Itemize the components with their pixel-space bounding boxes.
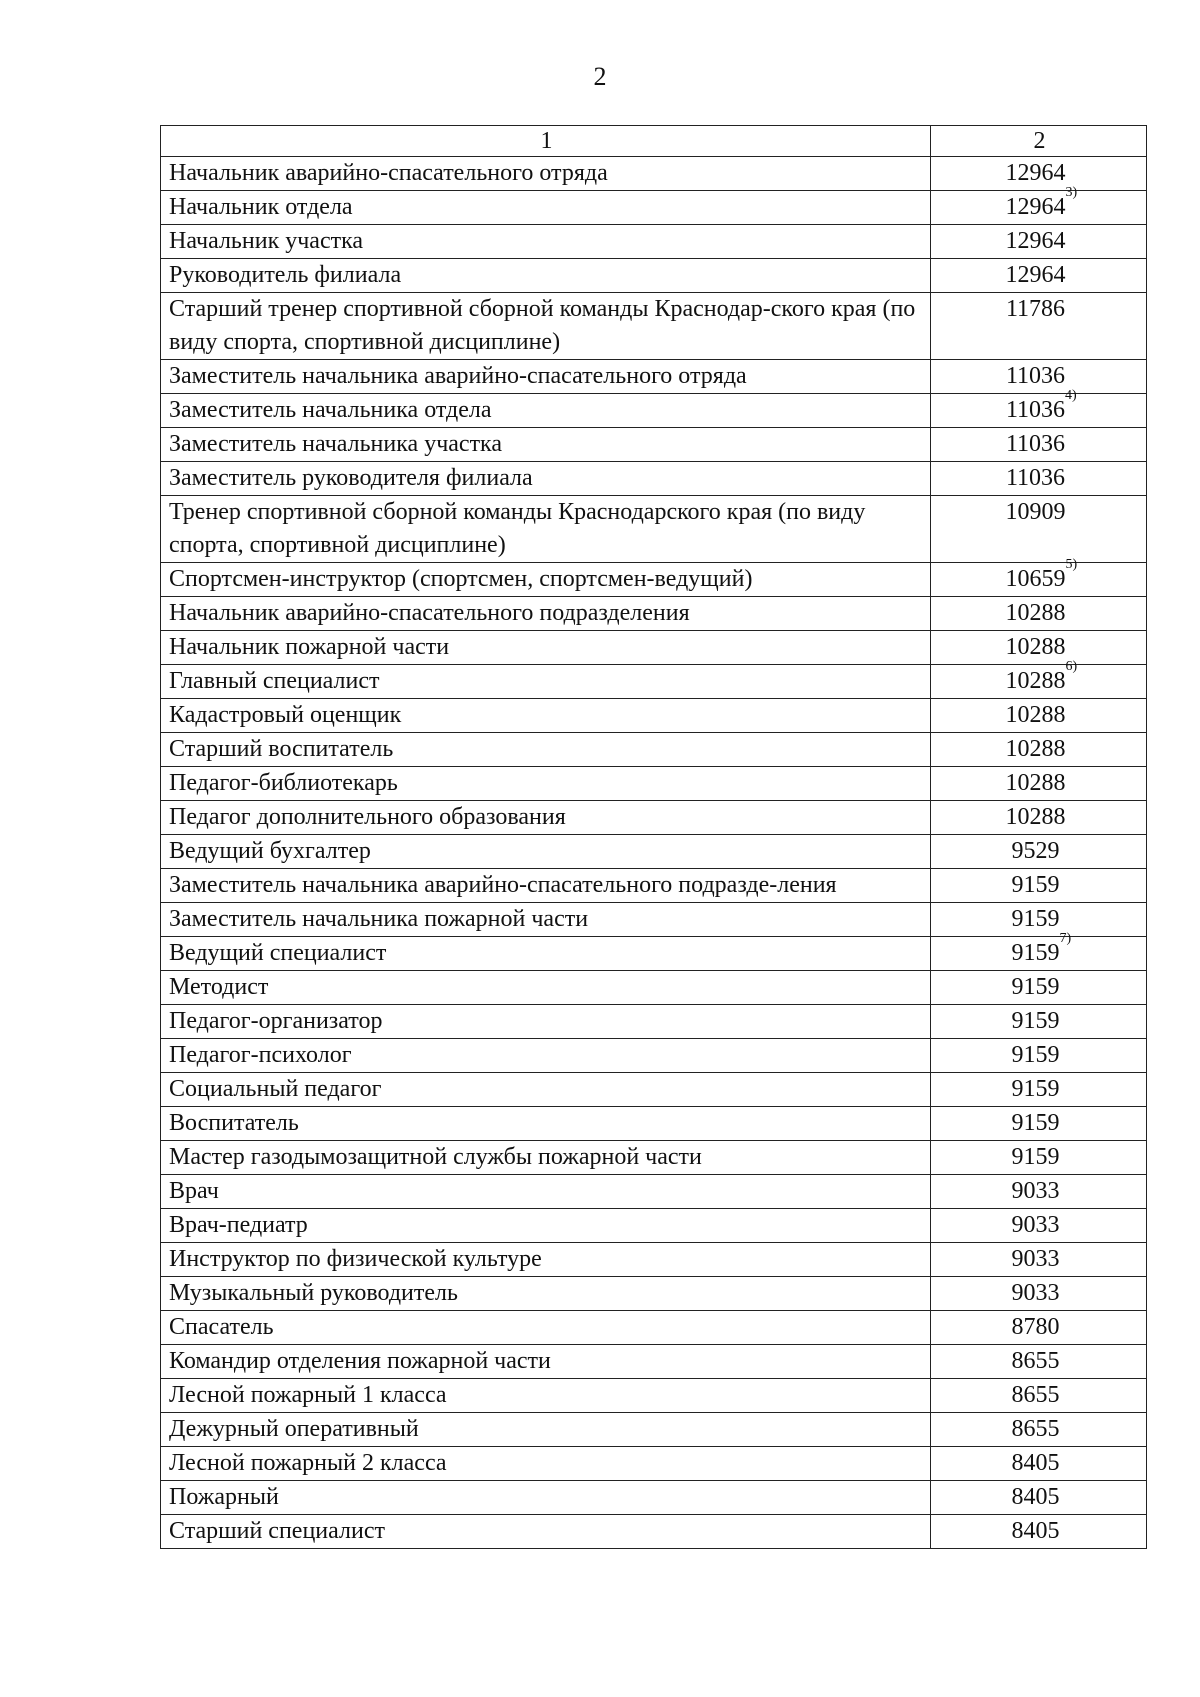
position-cell: Педагог-библиотекарь — [161, 767, 931, 801]
value-number: 12964 — [1005, 262, 1066, 288]
value-number: 12964 — [1005, 228, 1066, 254]
table-row — [161, 1243, 1147, 1277]
value-number: 10288 — [1005, 634, 1066, 660]
position-cell: Старший тренер спортивной сборной команды Краснодар-ского края (по виду спорта, спортивной дисциплине) — [161, 293, 931, 360]
table-row — [161, 225, 1147, 259]
table-row — [161, 869, 1147, 903]
position-cell: Тренер спортивной сборной команды Краснодарского края (по виду спорта, спортивной дисциплине) — [161, 496, 931, 563]
value-wrapper — [1012, 1141, 1060, 1174]
value-cell — [931, 1311, 1147, 1345]
value-cell — [931, 767, 1147, 801]
table-row — [161, 937, 1147, 971]
position-cell: Спортсмен-инструктор (спортсмен, спортсмен-ведущий) — [161, 563, 931, 597]
value-number: 12964 — [1005, 160, 1066, 186]
table-row — [161, 1107, 1147, 1141]
position-cell: Мастер газодымозащитной службы пожарной части — [161, 1141, 931, 1175]
value-wrapper — [1006, 293, 1065, 326]
position-cell: Командир отделения пожарной части — [161, 1345, 931, 1379]
footnote-marker: 3) — [1065, 185, 1078, 200]
value-number: 11036 — [1005, 465, 1066, 491]
value-cell — [931, 971, 1147, 1005]
value-number: 9159 — [1011, 906, 1060, 932]
position-cell: Главный специалист — [161, 665, 931, 699]
position-cell: Лесной пожарный 1 класса — [161, 1379, 931, 1413]
value-cell — [931, 1379, 1147, 1413]
position-cell: Врач-педиатр — [161, 1209, 931, 1243]
table-row — [161, 1039, 1147, 1073]
position-cell: Педагог-психолог — [161, 1039, 931, 1073]
table-row — [161, 835, 1147, 869]
table-row — [161, 1379, 1147, 1413]
value-number: 8655 — [1011, 1416, 1060, 1442]
value-number: 9159 — [1011, 974, 1060, 1000]
value-cell — [931, 1175, 1147, 1209]
value-number: 9033 — [1011, 1212, 1060, 1238]
table-row — [161, 971, 1147, 1005]
value-number: 10909 — [1005, 499, 1066, 525]
position-cell: Воспитатель — [161, 1107, 931, 1141]
value-number: 9033 — [1011, 1178, 1060, 1204]
position-cell: Начальник отдела — [161, 191, 931, 225]
value-number: 12964 — [1005, 194, 1066, 220]
position-cell: Кадастровый оценщик — [161, 699, 931, 733]
value-wrapper — [1006, 157, 1066, 190]
value-cell — [931, 801, 1147, 835]
value-wrapper — [1006, 428, 1065, 461]
table-row — [161, 1005, 1147, 1039]
value-wrapper — [1012, 1277, 1060, 1310]
position-cell: Ведущий специалист — [161, 937, 931, 971]
page-number: 2 — [593, 62, 607, 91]
position-cell: Врач — [161, 1175, 931, 1209]
value-cell — [931, 1005, 1147, 1039]
table-row — [161, 1175, 1147, 1209]
table-row — [161, 665, 1147, 699]
table-row — [161, 1209, 1147, 1243]
value-cell — [931, 659, 1147, 699]
table-row — [161, 631, 1147, 665]
value-cell — [931, 1073, 1147, 1107]
position-cell: Начальник участка — [161, 225, 931, 259]
salary-table — [160, 125, 1147, 1549]
value-wrapper — [1012, 1039, 1060, 1072]
footnote-marker: 6) — [1065, 659, 1078, 674]
value-cell — [931, 597, 1147, 631]
value-cell — [931, 157, 1147, 191]
value-cell — [931, 1447, 1147, 1481]
value-cell — [931, 1515, 1147, 1549]
value-cell — [931, 931, 1147, 971]
position-cell: Педагог-организатор — [161, 1005, 931, 1039]
value-number: 10288 — [1005, 668, 1066, 694]
position-cell: Педагог дополнительного образования — [161, 801, 931, 835]
position-cell: Начальник аварийно-спасательного подразделения — [161, 597, 931, 631]
value-wrapper — [1006, 462, 1065, 495]
table-row — [161, 1277, 1147, 1311]
value-wrapper — [1012, 1413, 1060, 1446]
value-wrapper — [1006, 360, 1065, 393]
value-cell — [931, 1277, 1147, 1311]
table-row — [161, 259, 1147, 293]
value-wrapper — [1005, 557, 1078, 596]
value-wrapper — [1006, 699, 1066, 732]
value-number: 11036 — [1005, 397, 1066, 423]
value-number: 8405 — [1011, 1518, 1060, 1544]
position-cell: Музыкальный руководитель — [161, 1277, 931, 1311]
value-number: 9159 — [1011, 1042, 1060, 1068]
value-wrapper — [1006, 801, 1066, 834]
value-cell — [931, 1039, 1147, 1073]
value-number: 9159 — [1011, 1110, 1060, 1136]
table-row — [161, 597, 1147, 631]
footnote-marker: 7) — [1059, 931, 1072, 946]
value-cell — [931, 496, 1147, 563]
value-wrapper — [1012, 1073, 1060, 1106]
table-row — [161, 767, 1147, 801]
table-row — [161, 157, 1147, 191]
value-wrapper — [1012, 1447, 1060, 1480]
table-row — [161, 1413, 1147, 1447]
column-header-position: 1 — [161, 126, 931, 157]
position-cell: Заместитель руководителя филиала — [161, 462, 931, 496]
table-header-row — [161, 126, 1147, 157]
value-wrapper — [1006, 733, 1066, 766]
table-row — [161, 191, 1147, 225]
value-number: 10288 — [1005, 770, 1066, 796]
position-cell: Лесной пожарный 2 класса — [161, 1447, 931, 1481]
value-number: 11036 — [1005, 363, 1066, 389]
position-cell: Руководитель филиала — [161, 259, 931, 293]
position-cell: Старший воспитатель — [161, 733, 931, 767]
value-cell — [931, 1481, 1147, 1515]
table-row — [161, 293, 1147, 360]
value-wrapper — [1012, 1243, 1060, 1276]
value-wrapper — [1006, 225, 1066, 258]
table-row — [161, 699, 1147, 733]
value-wrapper — [1012, 1379, 1060, 1412]
value-number: 11036 — [1005, 431, 1066, 457]
value-number: 9159 — [1011, 872, 1060, 898]
position-cell: Старший специалист — [161, 1515, 931, 1549]
position-cell: Начальник аварийно-спасательного отряда — [161, 157, 931, 191]
table-row — [161, 360, 1147, 394]
value-number: 10288 — [1005, 600, 1066, 626]
value-wrapper — [1012, 1311, 1060, 1344]
value-number: 10288 — [1005, 736, 1066, 762]
table-row — [161, 733, 1147, 767]
position-cell: Инструктор по физической культуре — [161, 1243, 931, 1277]
table-row — [161, 563, 1147, 597]
value-cell — [931, 293, 1147, 360]
value-number: 9159 — [1011, 1008, 1060, 1034]
table-row — [161, 1345, 1147, 1379]
value-number: 9159 — [1011, 1144, 1060, 1170]
value-wrapper — [1006, 496, 1066, 529]
value-wrapper — [1006, 259, 1066, 292]
value-cell — [931, 699, 1147, 733]
position-cell: Социальный педагог — [161, 1073, 931, 1107]
value-number: 11786 — [1005, 296, 1066, 322]
value-number: 8780 — [1011, 1314, 1060, 1340]
position-cell: Методист — [161, 971, 931, 1005]
salary-table-body — [161, 126, 1147, 1549]
position-cell: Заместитель начальника аварийно-спасательного отряда — [161, 360, 931, 394]
value-number: 9159 — [1011, 940, 1060, 966]
position-cell: Дежурный оперативный — [161, 1413, 931, 1447]
value-cell — [931, 1243, 1147, 1277]
table-row — [161, 1141, 1147, 1175]
value-cell — [931, 733, 1147, 767]
value-number: 10288 — [1005, 702, 1066, 728]
value-wrapper — [1006, 767, 1066, 800]
table-row — [161, 801, 1147, 835]
value-wrapper — [1006, 631, 1066, 664]
position-cell: Спасатель — [161, 1311, 931, 1345]
value-wrapper — [1005, 388, 1077, 427]
table-row — [161, 903, 1147, 937]
value-wrapper — [1012, 1107, 1060, 1140]
value-cell — [931, 1345, 1147, 1379]
value-wrapper — [1012, 1345, 1060, 1378]
position-cell: Заместитель начальника аварийно-спасательного подразде-ления — [161, 869, 931, 903]
table-row — [161, 496, 1147, 563]
value-number: 10659 — [1005, 566, 1066, 592]
value-wrapper — [1012, 835, 1060, 868]
value-number: 9033 — [1011, 1246, 1060, 1272]
table-row — [161, 394, 1147, 428]
table-row — [161, 1447, 1147, 1481]
column-header-value: 2 — [931, 126, 1147, 157]
value-cell — [931, 631, 1147, 665]
value-cell — [931, 388, 1147, 428]
value-cell — [931, 225, 1147, 259]
position-cell: Заместитель начальника отдела — [161, 394, 931, 428]
value-wrapper — [1005, 659, 1078, 698]
value-wrapper — [1012, 1209, 1060, 1242]
value-number: 8405 — [1011, 1484, 1060, 1510]
value-number: 9529 — [1011, 838, 1060, 864]
value-wrapper — [1012, 1005, 1060, 1038]
table-row — [161, 1073, 1147, 1107]
value-cell — [931, 360, 1147, 394]
value-wrapper — [1006, 597, 1066, 630]
position-cell: Ведущий бухгалтер — [161, 835, 931, 869]
footnote-marker: 5) — [1065, 557, 1078, 572]
table-row — [161, 1311, 1147, 1345]
position-cell: Начальник пожарной части — [161, 631, 931, 665]
value-cell — [931, 185, 1147, 225]
value-wrapper — [1012, 903, 1060, 936]
value-cell — [931, 1413, 1147, 1447]
value-number: 10288 — [1005, 804, 1066, 830]
value-wrapper — [1012, 1481, 1060, 1514]
table-row — [161, 1515, 1147, 1549]
position-cell: Пожарный — [161, 1481, 931, 1515]
value-cell — [931, 462, 1147, 496]
value-wrapper — [1012, 971, 1060, 1004]
value-cell — [931, 1107, 1147, 1141]
value-cell — [931, 1141, 1147, 1175]
value-cell — [931, 557, 1147, 597]
value-wrapper — [1012, 869, 1060, 902]
value-cell — [931, 903, 1147, 937]
position-cell: Заместитель начальника участка — [161, 428, 931, 462]
value-wrapper — [1012, 1515, 1060, 1548]
value-cell — [931, 259, 1147, 293]
position-cell: Заместитель начальника пожарной части — [161, 903, 931, 937]
footnote-marker: 4) — [1065, 388, 1077, 403]
value-cell — [931, 1209, 1147, 1243]
table-row — [161, 462, 1147, 496]
value-number: 8405 — [1011, 1450, 1060, 1476]
value-number: 9033 — [1011, 1280, 1060, 1306]
table-row — [161, 1481, 1147, 1515]
value-cell — [931, 428, 1147, 462]
value-wrapper — [1012, 1175, 1060, 1208]
value-cell — [931, 869, 1147, 903]
value-cell — [931, 835, 1147, 869]
value-wrapper — [1011, 931, 1072, 970]
table-row — [161, 428, 1147, 462]
value-wrapper — [1005, 185, 1078, 224]
value-number: 8655 — [1011, 1382, 1060, 1408]
value-number: 9159 — [1011, 1076, 1060, 1102]
value-number: 8655 — [1011, 1348, 1060, 1374]
